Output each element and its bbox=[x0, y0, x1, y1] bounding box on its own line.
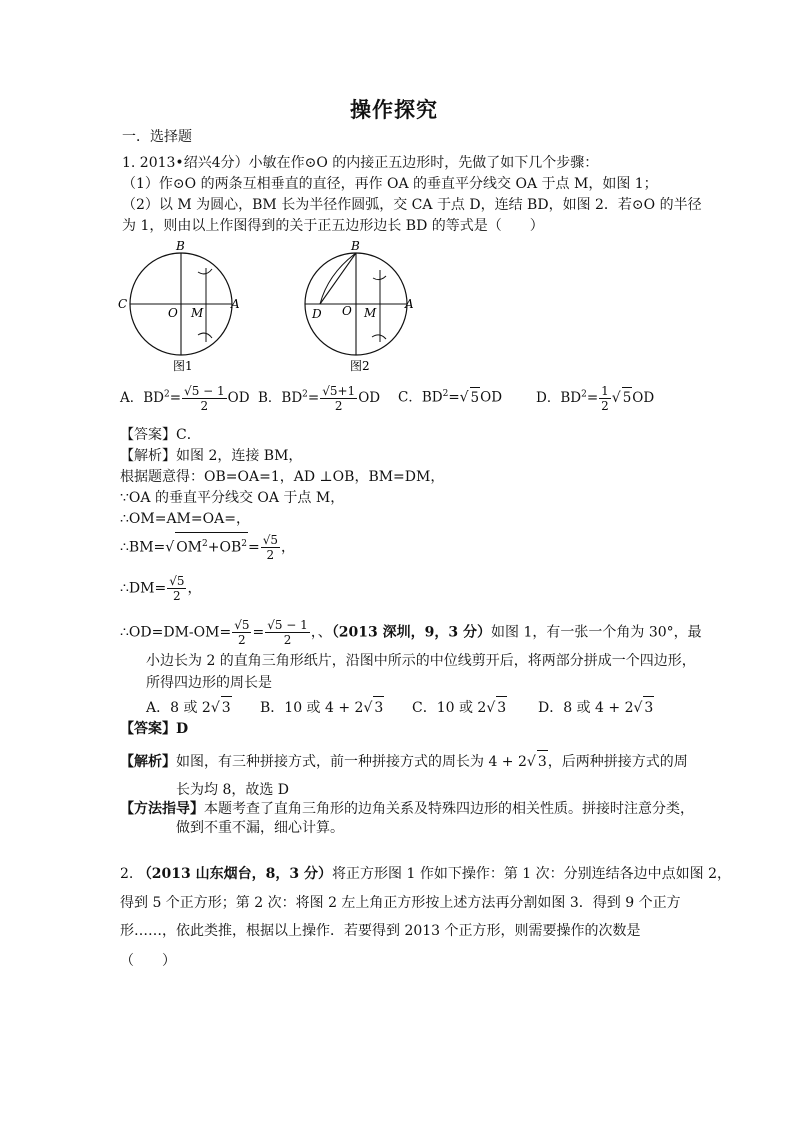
fig1-arc-top bbox=[198, 269, 212, 274]
q1-analysis-2: 根据题意得：OB=OA=1，AD ⊥OB，BM=DM， bbox=[120, 469, 445, 485]
fig1-label-b: B bbox=[176, 239, 185, 253]
q1-answer: 【答案】C． bbox=[120, 427, 201, 443]
fig2-label-d: D bbox=[312, 307, 322, 321]
fig2-caption: 图2 bbox=[350, 359, 370, 373]
section-heading: 一．选择题 bbox=[122, 129, 192, 145]
fig2-chord-bd bbox=[320, 253, 356, 304]
fig1-label-c: C bbox=[118, 297, 128, 311]
fig2-label-o: O bbox=[342, 304, 352, 318]
fig1-label-o: O bbox=[168, 306, 178, 320]
q1-line-2: （1）作⊙O 的两条互相垂直的直径，再作 OA 的垂直平分线交 OA 于点 M，如图 1； bbox=[122, 176, 658, 192]
q1-bm-equation: ∴BM=√ $OM^2+OB^2=$ $\frac{√5}{2}$ ， bbox=[120, 533, 295, 563]
q1-line-3: （2）以 M 为圆心，BM 长为半径作圆弧，交 CA 于点 D，连结 BD，如图 2．若⊙O 的半径 bbox=[122, 197, 702, 213]
q1-dm-equation: ∴DM= $\frac{√5}{2}$ ， bbox=[120, 574, 202, 603]
q2-line-3: 形……，依此类推，根据以上操作．若要得到 2013 个正方形，则需要操作的次数是 bbox=[120, 923, 641, 939]
q1-option-c: C．$BD^2=√$ 5OD bbox=[398, 384, 502, 408]
q1-line-1: 1. 2013•绍兴4分）小敏在作⊙O 的内接正五边形时，先做了如下几个步骤： bbox=[122, 155, 599, 171]
figure-1 bbox=[112, 236, 252, 376]
q1-analysis-1: 【解析】如图 2，连接 BM， bbox=[120, 448, 303, 464]
q1-line-4: 为 1，则由以上作图得到的关于正五边形边长 BD 的等式是（ ） bbox=[122, 218, 544, 234]
shenzhen-option-d: D．8 或 4 + 2√ 3 bbox=[538, 696, 654, 719]
shenzhen-option-a: A．8 或 2√ 3 bbox=[146, 696, 232, 719]
fig1-arc-bottom bbox=[198, 333, 212, 338]
shenzhen-line-3: 所得四边形的周长是 bbox=[146, 675, 272, 691]
figure-2 bbox=[298, 236, 428, 376]
fig2-label-m: M bbox=[364, 306, 377, 320]
shenzhen-option-c: C．10 或 2√ 3 bbox=[412, 696, 507, 719]
q1-analysis-3: ∵OA 的垂直平分线交 OA 于点 M， bbox=[120, 490, 345, 506]
shenzhen-method-1: 【方法指导】本题考查了直角三角形的边角关系及特殊四边形的相关性质。拼接时注意分类， bbox=[120, 801, 694, 817]
shenzhen-answer: 【答案】D bbox=[120, 721, 189, 737]
fig1-label-m: M bbox=[191, 306, 204, 320]
fig2-label-b: B bbox=[351, 239, 360, 253]
page-title: 操作探究 bbox=[350, 97, 438, 122]
shenzhen-line-2: 小边长为 2 的直角三角形纸片，沿图中所示的中位线剪开后，将两部分拼成一个四边形， bbox=[146, 653, 696, 669]
shenzhen-analysis-1: 【解析】如图，有三种拼接方式，前一种拼接方式的周长为 4 + 2√ 3，后两种拼接方式的周 bbox=[120, 750, 688, 773]
q1-analysis-4: ∴OM=AM=OA=， bbox=[120, 511, 250, 527]
q1-option-b: B．$BD^2=$ $\frac{√5+1}{2}$ OD bbox=[258, 384, 381, 413]
shenzhen-method-2: 做到不重不漏，细心计算。 bbox=[176, 820, 344, 836]
q1-option-a: A．$BD^2=$ $\frac{√5 - 1}{2}$ OD bbox=[120, 384, 250, 413]
fig2-arc-bottom bbox=[372, 335, 386, 339]
q2-line-4: （ ） bbox=[120, 953, 176, 969]
q2-line-1: 2. （2013 山东烟台，8，3 分）将正方形图 1 作如下操作：第 1 次：分别连结各边中点如图 2， bbox=[120, 866, 731, 882]
fig2-label-a: A bbox=[405, 297, 414, 311]
shenzhen-analysis-2: 长为均 8，故选 D bbox=[176, 782, 290, 798]
shenzhen-option-b: B．10 或 4 + 2√ 3 bbox=[260, 696, 384, 719]
q2-line-2: 得到 5 个正方形；第 2 次：将图 2 左上角正方形按上述方法再分割如图 3．得到 9 个正方 bbox=[120, 895, 681, 911]
q1-option-d: D．$BD^2=$ $\frac{1}{2}$ √ 5OD bbox=[536, 384, 655, 413]
fig1-label-a: A bbox=[231, 297, 240, 311]
q1-od-equation: ∴OD=DM-OM= $\frac{√5}{2}$ = $\frac{√5 - 1}{2}$ ，、（2013 深圳，9，3 分）如图 1，有一张一个角为 30°，最 bbox=[120, 618, 702, 647]
fig1-caption: 图1 bbox=[173, 359, 193, 373]
